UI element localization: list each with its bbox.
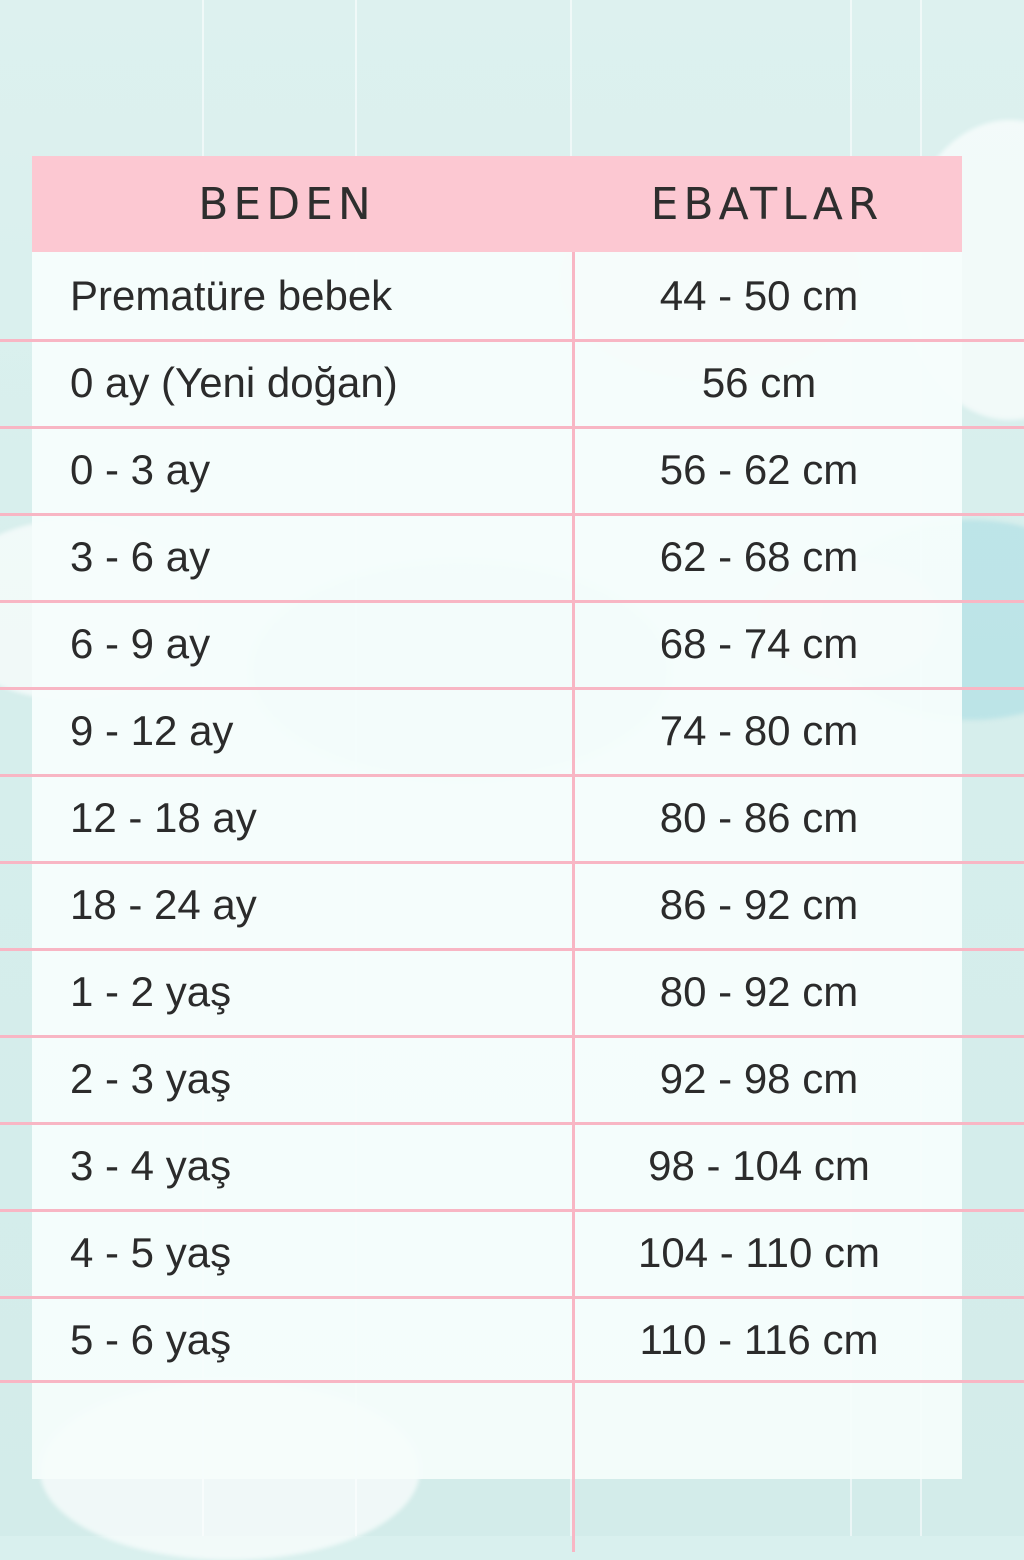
table-row (32, 600, 962, 687)
cell-size: 18 - 24 ay (70, 880, 257, 928)
table-row (32, 687, 962, 774)
cell-size: 9 - 12 ay (70, 706, 234, 754)
cell-size: 0 - 3 ay (70, 445, 211, 493)
cell-dimensions: 62 - 68 cm (659, 532, 859, 580)
size-chart-table (32, 156, 962, 1479)
cell-dimensions: 68 - 74 cm (659, 619, 859, 667)
cell-size: 6 - 9 ay (70, 619, 211, 667)
column-header-dimensions: EBATLAR (650, 178, 884, 230)
cell-size: 4 - 5 yaş (70, 1228, 232, 1276)
cell-size: 0 ay (Yeni doğan) (70, 358, 398, 406)
column-header-size: BEDEN (198, 178, 376, 230)
table-row (32, 1296, 962, 1383)
cell-size: 5 - 6 yaş (70, 1315, 232, 1363)
cell-dimensions: 92 - 98 cm (659, 1054, 859, 1102)
table-row (32, 948, 962, 1035)
cell-dimensions: 104 - 110 cm (637, 1228, 880, 1276)
cell-size: 3 - 4 yaş (70, 1141, 232, 1189)
table-row (32, 513, 962, 600)
cell-dimensions: 56 - 62 cm (659, 445, 859, 493)
cell-dimensions: 80 - 92 cm (659, 967, 859, 1015)
table-row (32, 339, 962, 426)
table-row (32, 861, 962, 948)
cell-size: 3 - 6 ay (70, 532, 211, 580)
table-row (32, 1209, 962, 1296)
cell-size: Prematüre bebek (70, 271, 393, 319)
cell-size: 12 - 18 ay (70, 793, 257, 841)
table-footer-spacer (32, 1383, 962, 1479)
table-row (32, 426, 962, 513)
cell-size: 2 - 3 yaş (70, 1054, 232, 1102)
cell-dimensions: 56 cm (701, 358, 817, 406)
table-header-row (32, 156, 962, 252)
cell-dimensions: 74 - 80 cm (659, 706, 859, 754)
table-row (32, 252, 962, 339)
cell-dimensions: 86 - 92 cm (659, 880, 859, 928)
cell-dimensions: 44 - 50 cm (659, 271, 859, 319)
table-row (32, 1035, 962, 1122)
column-divider (572, 252, 575, 1552)
cell-size: 1 - 2 yaş (70, 967, 232, 1015)
table-row (32, 1122, 962, 1209)
cell-dimensions: 110 - 116 cm (639, 1315, 879, 1363)
cell-dimensions: 80 - 86 cm (659, 793, 859, 841)
cell-dimensions: 98 - 104 cm (648, 1141, 870, 1189)
table-row (32, 774, 962, 861)
